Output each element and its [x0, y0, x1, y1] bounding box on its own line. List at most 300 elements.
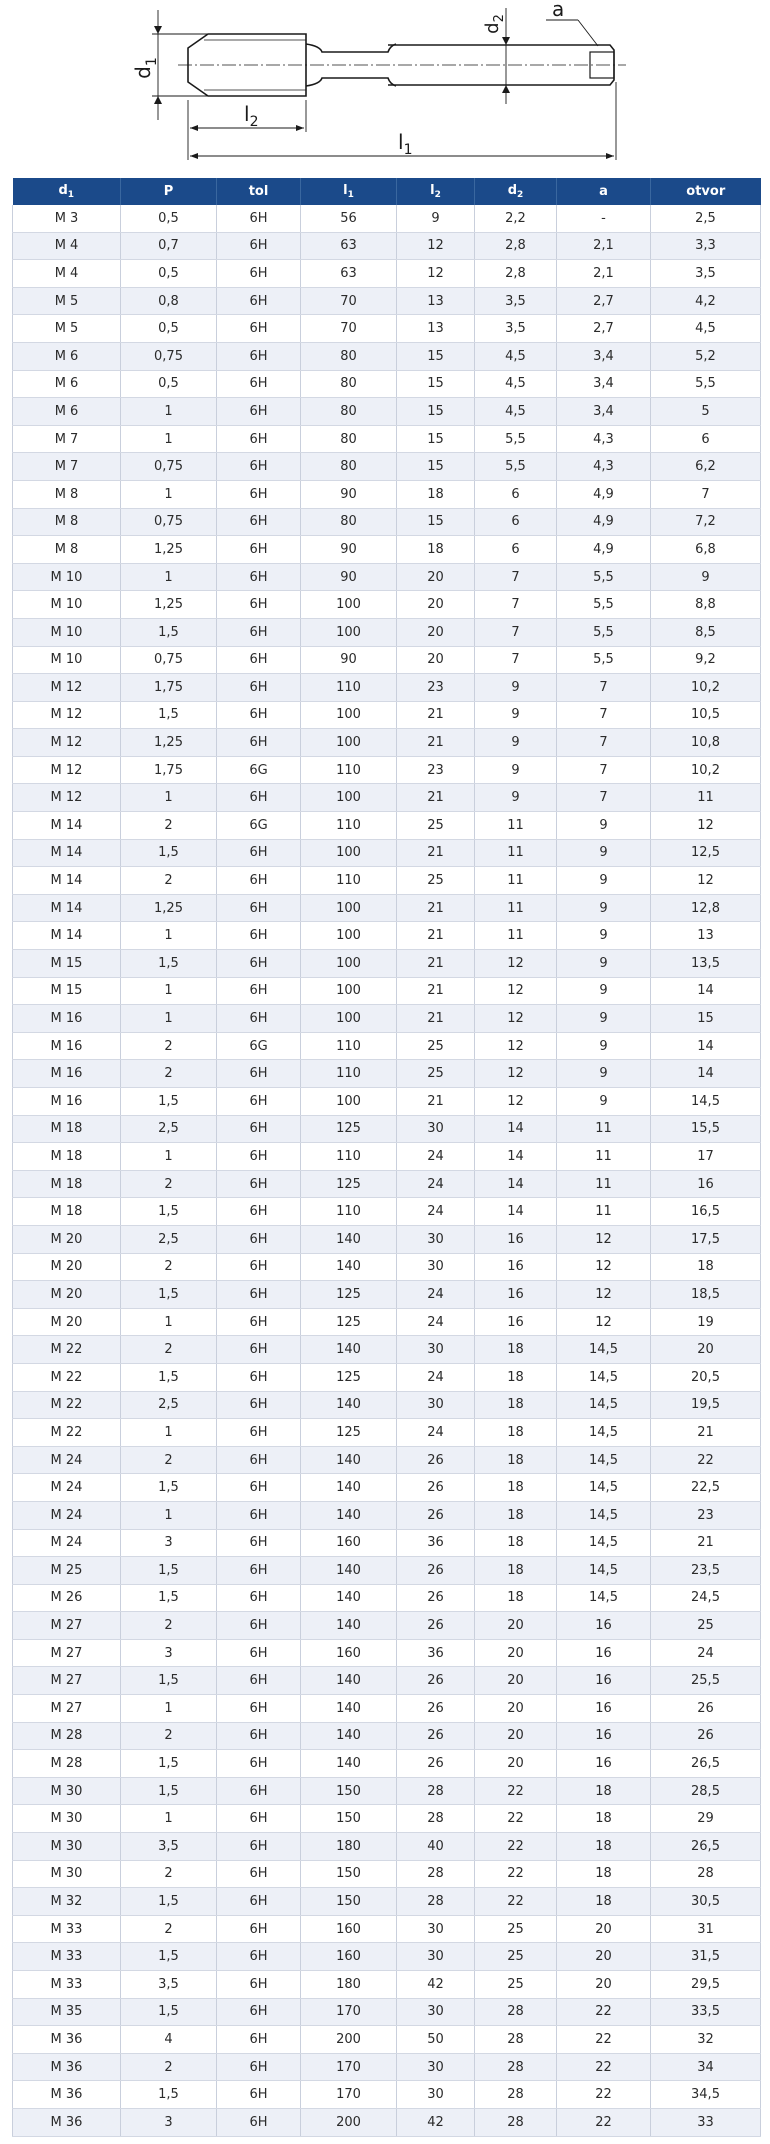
cell-l2: 26 — [397, 1612, 475, 1640]
cell-tol: 6H — [217, 508, 301, 536]
table-row — [13, 2081, 761, 2109]
cell-l2: 30 — [397, 1336, 475, 1364]
cell-l2: 20 — [397, 563, 475, 591]
table-row — [13, 2053, 761, 2081]
cell-d1: M 16 — [13, 1032, 121, 1060]
table-row — [13, 508, 761, 536]
cell-d1: M 30 — [13, 1860, 121, 1888]
cell-p: 1 — [121, 1308, 217, 1336]
table-row — [13, 1529, 761, 1557]
cell-l1: 200 — [301, 2026, 397, 2054]
cell-a: 9 — [557, 1032, 651, 1060]
table-header-row — [13, 178, 761, 205]
cell-d2: 12 — [475, 977, 557, 1005]
cell-tol: 6H — [217, 1253, 301, 1281]
cell-l1: 160 — [301, 1943, 397, 1971]
cell-p: 2,5 — [121, 1115, 217, 1143]
cell-d2: 12 — [475, 1032, 557, 1060]
cell-d2: 18 — [475, 1501, 557, 1529]
cell-l2: 21 — [397, 894, 475, 922]
cell-d2: 9 — [475, 784, 557, 812]
cell-l2: 9 — [397, 205, 475, 232]
cell-p: 2,5 — [121, 1391, 217, 1419]
cell-l2: 21 — [397, 922, 475, 950]
cell-d1: M 15 — [13, 977, 121, 1005]
table-row — [13, 1501, 761, 1529]
cell-l2: 24 — [397, 1198, 475, 1226]
cell-d2: 16 — [475, 1308, 557, 1336]
cell-tol: 6H — [217, 867, 301, 895]
cell-otvor: 6,2 — [651, 453, 761, 481]
cell-p: 0,75 — [121, 342, 217, 370]
cell-otvor: 14 — [651, 1032, 761, 1060]
table-row — [13, 1833, 761, 1861]
cell-otvor: 34 — [651, 2053, 761, 2081]
cell-a: 18 — [557, 1888, 651, 1916]
cell-l2: 30 — [397, 1391, 475, 1419]
table-row — [13, 812, 761, 840]
cell-p: 0,7 — [121, 232, 217, 260]
cell-l1: 140 — [301, 1474, 397, 1502]
cell-l2: 15 — [397, 370, 475, 398]
cell-tol: 6H — [217, 260, 301, 288]
cell-l2: 36 — [397, 1639, 475, 1667]
cell-l2: 30 — [397, 2053, 475, 2081]
cell-d1: M 24 — [13, 1474, 121, 1502]
table-row — [13, 618, 761, 646]
cell-p: 1,5 — [121, 1557, 217, 1585]
cell-l2: 30 — [397, 1225, 475, 1253]
table-row — [13, 1032, 761, 1060]
cell-d1: M 14 — [13, 867, 121, 895]
cell-d2: 28 — [475, 2026, 557, 2054]
cell-tol: 6H — [217, 1860, 301, 1888]
cell-d2: 11 — [475, 839, 557, 867]
cell-p: 0,8 — [121, 287, 217, 315]
cell-p: 1 — [121, 480, 217, 508]
cell-d1: M 24 — [13, 1529, 121, 1557]
cell-d2: 12 — [475, 1088, 557, 1116]
cell-l1: 110 — [301, 1032, 397, 1060]
cell-l2: 24 — [397, 1363, 475, 1391]
cell-l1: 170 — [301, 2081, 397, 2109]
cell-l1: 125 — [301, 1170, 397, 1198]
cell-l2: 40 — [397, 1833, 475, 1861]
cell-tol: 6H — [217, 2108, 301, 2136]
cell-d1: M 24 — [13, 1501, 121, 1529]
cell-d2: 22 — [475, 1860, 557, 1888]
cell-d1: M 14 — [13, 894, 121, 922]
cell-otvor: 21 — [651, 1529, 761, 1557]
cell-otvor: 12 — [651, 812, 761, 840]
cell-l2: 25 — [397, 1032, 475, 1060]
cell-p: 1,5 — [121, 1777, 217, 1805]
column-header-l2: $l_2$ — [397, 178, 475, 205]
cell-tol: 6H — [217, 1833, 301, 1861]
cell-a: - — [557, 205, 651, 232]
table-row — [13, 425, 761, 453]
cell-p: 1 — [121, 977, 217, 1005]
cell-d1: M 30 — [13, 1777, 121, 1805]
cell-l1: 110 — [301, 812, 397, 840]
cell-a: 12 — [557, 1308, 651, 1336]
table-row — [13, 1446, 761, 1474]
cell-tol: 6H — [217, 839, 301, 867]
cell-l2: 30 — [397, 1943, 475, 1971]
table-row — [13, 1308, 761, 1336]
table-row — [13, 370, 761, 398]
cell-d1: M 16 — [13, 1088, 121, 1116]
cell-a: 9 — [557, 812, 651, 840]
cell-l2: 42 — [397, 1971, 475, 1999]
cell-otvor: 11 — [651, 784, 761, 812]
cell-d2: 28 — [475, 2108, 557, 2136]
cell-otvor: 13,5 — [651, 950, 761, 978]
cell-tol: 6H — [217, 1777, 301, 1805]
cell-l1: 80 — [301, 342, 397, 370]
cell-d1: M 12 — [13, 784, 121, 812]
cell-p: 1,5 — [121, 1998, 217, 2026]
cell-otvor: 25 — [651, 1612, 761, 1640]
cell-otvor: 17,5 — [651, 1225, 761, 1253]
cell-l1: 70 — [301, 315, 397, 343]
cell-l1: 140 — [301, 1750, 397, 1778]
cell-a: 7 — [557, 729, 651, 757]
cell-tol: 6H — [217, 1363, 301, 1391]
cell-p: 1,5 — [121, 1667, 217, 1695]
cell-otvor: 20,5 — [651, 1363, 761, 1391]
cell-d1: M 10 — [13, 591, 121, 619]
cell-p: 2 — [121, 1612, 217, 1640]
cell-otvor: 8,5 — [651, 618, 761, 646]
cell-d2: 25 — [475, 1915, 557, 1943]
cell-tol: 6H — [217, 1971, 301, 1999]
cell-p: 0,75 — [121, 508, 217, 536]
cell-d2: 12 — [475, 950, 557, 978]
cell-a: 4,9 — [557, 536, 651, 564]
cell-d2: 20 — [475, 1722, 557, 1750]
table-row — [13, 1667, 761, 1695]
cell-otvor: 10,5 — [651, 701, 761, 729]
cell-p: 1,25 — [121, 894, 217, 922]
cell-d1: M 28 — [13, 1722, 121, 1750]
cell-d2: 14 — [475, 1115, 557, 1143]
cell-p: 1 — [121, 1805, 217, 1833]
table-row — [13, 922, 761, 950]
cell-otvor: 32 — [651, 2026, 761, 2054]
cell-l2: 21 — [397, 839, 475, 867]
cell-d1: M 18 — [13, 1143, 121, 1171]
cell-a: 9 — [557, 922, 651, 950]
cell-tol: 6H — [217, 729, 301, 757]
cell-d1: M 16 — [13, 1005, 121, 1033]
cell-p: 1 — [121, 398, 217, 426]
cell-tol: 6H — [217, 1998, 301, 2026]
cell-l1: 125 — [301, 1115, 397, 1143]
cell-tol: 6H — [217, 1888, 301, 1916]
cell-p: 1 — [121, 784, 217, 812]
cell-l1: 140 — [301, 1501, 397, 1529]
table-row — [13, 894, 761, 922]
cell-l2: 12 — [397, 232, 475, 260]
cell-p: 1,5 — [121, 701, 217, 729]
cell-tol: 6H — [217, 1695, 301, 1723]
cell-a: 11 — [557, 1170, 651, 1198]
label-l2: $l_2$ — [244, 102, 259, 130]
table-row — [13, 1060, 761, 1088]
cell-otvor: 18,5 — [651, 1281, 761, 1309]
cell-tol: 6H — [217, 1088, 301, 1116]
cell-a: 18 — [557, 1860, 651, 1888]
cell-l2: 50 — [397, 2026, 475, 2054]
cell-l1: 160 — [301, 1915, 397, 1943]
cell-p: 2 — [121, 1915, 217, 1943]
cell-a: 7 — [557, 674, 651, 702]
cell-otvor: 22 — [651, 1446, 761, 1474]
cell-p: 2 — [121, 1446, 217, 1474]
cell-l2: 23 — [397, 756, 475, 784]
cell-d2: 9 — [475, 756, 557, 784]
cell-otvor: 33 — [651, 2108, 761, 2136]
cell-tol: 6H — [217, 1308, 301, 1336]
cell-d1: M 8 — [13, 480, 121, 508]
cell-l1: 110 — [301, 1143, 397, 1171]
table-row — [13, 1612, 761, 1640]
cell-tol: 6H — [217, 480, 301, 508]
cell-d2: 5,5 — [475, 453, 557, 481]
cell-tol: 6H — [217, 1529, 301, 1557]
cell-p: 1,75 — [121, 756, 217, 784]
cell-otvor: 26 — [651, 1722, 761, 1750]
table-row — [13, 287, 761, 315]
table-row — [13, 701, 761, 729]
cell-l1: 110 — [301, 1198, 397, 1226]
cell-l1: 200 — [301, 2108, 397, 2136]
cell-p: 0,5 — [121, 260, 217, 288]
cell-a: 14,5 — [557, 1419, 651, 1447]
cell-l2: 18 — [397, 536, 475, 564]
cell-otvor: 14,5 — [651, 1088, 761, 1116]
cell-l1: 100 — [301, 922, 397, 950]
cell-l1: 100 — [301, 618, 397, 646]
cell-a: 18 — [557, 1805, 651, 1833]
table-row — [13, 1557, 761, 1585]
cell-a: 5,5 — [557, 563, 651, 591]
cell-d1: M 6 — [13, 342, 121, 370]
cell-l1: 100 — [301, 894, 397, 922]
cell-tol: 6H — [217, 370, 301, 398]
cell-p: 1,5 — [121, 950, 217, 978]
cell-l1: 160 — [301, 1529, 397, 1557]
label-a: a — [552, 0, 565, 21]
cell-d1: M 27 — [13, 1639, 121, 1667]
cell-p: 1 — [121, 1005, 217, 1033]
cell-tol: 6H — [217, 1281, 301, 1309]
table-row — [13, 1005, 761, 1033]
table-row — [13, 260, 761, 288]
cell-d2: 4,5 — [475, 342, 557, 370]
cell-tol: 6H — [217, 315, 301, 343]
cell-a: 4,9 — [557, 508, 651, 536]
cell-d2: 9 — [475, 729, 557, 757]
cell-tol: 6H — [217, 1722, 301, 1750]
cell-otvor: 18 — [651, 1253, 761, 1281]
cell-a: 4,9 — [557, 480, 651, 508]
cell-d1: M 14 — [13, 922, 121, 950]
cell-a: 16 — [557, 1750, 651, 1778]
cell-l1: 80 — [301, 425, 397, 453]
cell-tol: 6H — [217, 1419, 301, 1447]
cell-otvor: 31,5 — [651, 1943, 761, 1971]
cell-d2: 18 — [475, 1529, 557, 1557]
cell-p: 1,25 — [121, 729, 217, 757]
label-l1: $l_1$ — [398, 130, 413, 158]
cell-tol: 6H — [217, 784, 301, 812]
cell-d2: 2,8 — [475, 232, 557, 260]
cell-d2: 12 — [475, 1005, 557, 1033]
cell-tol: 6H — [217, 1060, 301, 1088]
cell-otvor: 17 — [651, 1143, 761, 1171]
cell-tol: 6H — [217, 646, 301, 674]
cell-d2: 11 — [475, 894, 557, 922]
cell-d1: M 27 — [13, 1667, 121, 1695]
table-row — [13, 1722, 761, 1750]
cell-d1: M 12 — [13, 729, 121, 757]
cell-l1: 110 — [301, 756, 397, 784]
cell-d2: 18 — [475, 1446, 557, 1474]
cell-l2: 21 — [397, 1005, 475, 1033]
cell-l2: 26 — [397, 1695, 475, 1723]
cell-l2: 20 — [397, 646, 475, 674]
cell-p: 2 — [121, 1722, 217, 1750]
cell-p: 1 — [121, 1501, 217, 1529]
cell-l2: 26 — [397, 1446, 475, 1474]
cell-p: 2 — [121, 867, 217, 895]
cell-l2: 15 — [397, 508, 475, 536]
table-row — [13, 1998, 761, 2026]
cell-l2: 15 — [397, 342, 475, 370]
cell-otvor: 26,5 — [651, 1833, 761, 1861]
cell-l2: 30 — [397, 1998, 475, 2026]
cell-d2: 11 — [475, 867, 557, 895]
cell-p: 2 — [121, 1170, 217, 1198]
cell-a: 18 — [557, 1833, 651, 1861]
cell-tol: 6H — [217, 1557, 301, 1585]
cell-tol: 6H — [217, 950, 301, 978]
table-row — [13, 2108, 761, 2136]
cell-l1: 150 — [301, 1777, 397, 1805]
label-d2: $d_2$ — [482, 14, 507, 34]
cell-p: 0,5 — [121, 205, 217, 232]
cell-tol: 6H — [217, 398, 301, 426]
cell-otvor: 3,5 — [651, 260, 761, 288]
cell-p: 1 — [121, 425, 217, 453]
cell-l1: 170 — [301, 1998, 397, 2026]
cell-p: 1,5 — [121, 1198, 217, 1226]
cell-d1: M 5 — [13, 287, 121, 315]
cell-d2: 18 — [475, 1363, 557, 1391]
cell-tol: 6H — [217, 1115, 301, 1143]
cell-a: 5,5 — [557, 618, 651, 646]
cell-l1: 180 — [301, 1833, 397, 1861]
cell-tol: 6H — [217, 232, 301, 260]
cell-d1: M 30 — [13, 1833, 121, 1861]
cell-a: 22 — [557, 2108, 651, 2136]
column-header-d2: $d_2$ — [475, 178, 557, 205]
cell-l1: 125 — [301, 1308, 397, 1336]
cell-otvor: 15,5 — [651, 1115, 761, 1143]
cell-p: 1,5 — [121, 1363, 217, 1391]
cell-d1: M 14 — [13, 812, 121, 840]
cell-d1: M 22 — [13, 1336, 121, 1364]
cell-p: 3 — [121, 1639, 217, 1667]
cell-otvor: 6 — [651, 425, 761, 453]
table-row — [13, 563, 761, 591]
cell-p: 1,75 — [121, 674, 217, 702]
table-row — [13, 1088, 761, 1116]
table-row — [13, 784, 761, 812]
table-row — [13, 1391, 761, 1419]
cell-tol: 6H — [217, 1005, 301, 1033]
cell-l1: 170 — [301, 2053, 397, 2081]
cell-d2: 14 — [475, 1198, 557, 1226]
cell-otvor: 3,3 — [651, 232, 761, 260]
cell-tol: 6H — [217, 425, 301, 453]
cell-p: 3 — [121, 1529, 217, 1557]
cell-otvor: 12 — [651, 867, 761, 895]
cell-l1: 90 — [301, 536, 397, 564]
cell-d2: 9 — [475, 674, 557, 702]
cell-d1: M 18 — [13, 1198, 121, 1226]
cell-d2: 22 — [475, 1888, 557, 1916]
cell-d2: 25 — [475, 1971, 557, 1999]
cell-d1: M 36 — [13, 2053, 121, 2081]
cell-p: 0,75 — [121, 646, 217, 674]
cell-d2: 20 — [475, 1667, 557, 1695]
cell-a: 5,5 — [557, 646, 651, 674]
cell-l2: 26 — [397, 1750, 475, 1778]
cell-d2: 20 — [475, 1695, 557, 1723]
table-row — [13, 453, 761, 481]
cell-l1: 56 — [301, 205, 397, 232]
cell-l2: 24 — [397, 1419, 475, 1447]
cell-d1: M 12 — [13, 701, 121, 729]
table-row — [13, 1971, 761, 1999]
cell-otvor: 14 — [651, 1060, 761, 1088]
cell-l2: 24 — [397, 1308, 475, 1336]
cell-d1: M 20 — [13, 1253, 121, 1281]
cell-a: 14,5 — [557, 1446, 651, 1474]
cell-a: 16 — [557, 1695, 651, 1723]
cell-tol: 6H — [217, 563, 301, 591]
cell-p: 4 — [121, 2026, 217, 2054]
cell-l2: 28 — [397, 1888, 475, 1916]
cell-tol: 6H — [217, 1225, 301, 1253]
table-row — [13, 1198, 761, 1226]
cell-l1: 90 — [301, 480, 397, 508]
tap-neck — [306, 44, 396, 52]
cell-d1: M 4 — [13, 260, 121, 288]
cell-l2: 24 — [397, 1170, 475, 1198]
cell-p: 1,5 — [121, 1088, 217, 1116]
table-row — [13, 315, 761, 343]
cell-l1: 150 — [301, 1888, 397, 1916]
cell-a: 22 — [557, 1998, 651, 2026]
cell-l1: 140 — [301, 1446, 397, 1474]
table-row — [13, 950, 761, 978]
cell-d1: M 20 — [13, 1281, 121, 1309]
cell-l2: 28 — [397, 1860, 475, 1888]
